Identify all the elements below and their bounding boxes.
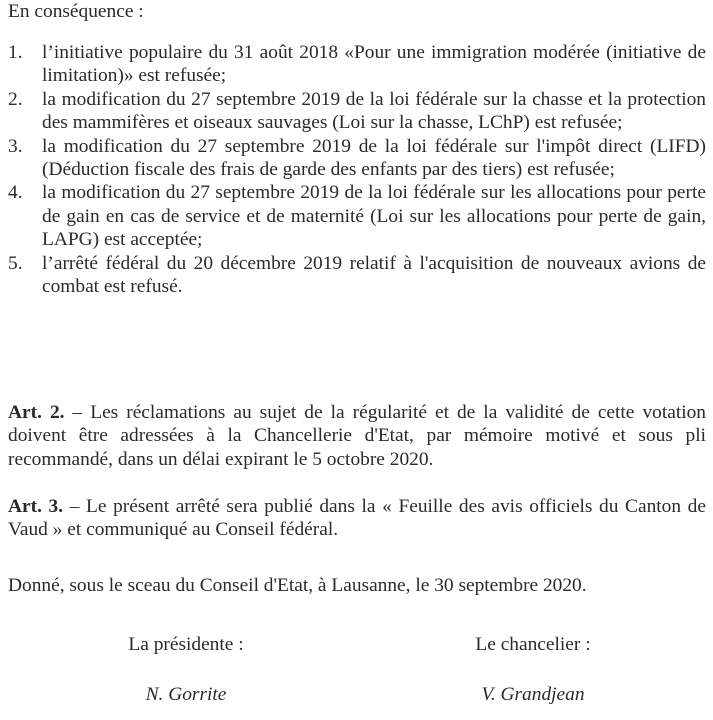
- article-3-text: – Le présent arrêté sera publié dans la « Feuille des avis officiels du Canton de Vaud » et communiqué au Conseil fédéral.: [8, 496, 706, 541]
- article-2-text: – Les réclamations au sujet de la régularité et de la validité de cette votation doivent être adressées à la Chancellerie d'Etat, par mémoire motivé et sous pli recommandé, dans un délai expirant le 5 octobre 2020.: [8, 402, 706, 470]
- list-item-text: la modification du 27 septembre 2019 de la loi fédérale sur la chasse et la protection des mammifères et oiseaux sauvages (Loi sur la chasse, LChP) est refusée;: [42, 88, 706, 134]
- list-item-number: 2.: [8, 88, 23, 110]
- list-item-number: 5.: [8, 252, 23, 274]
- list-item: [0, 135, 706, 182]
- list-item: [0, 181, 706, 251]
- article-2: [8, 401, 706, 471]
- list-item-text: l’initiative populaire du 31 août 2018 «Pour une immigration modérée (initiative de limitation)» est refusée;: [42, 42, 706, 87]
- list-item-number: 3.: [8, 135, 23, 157]
- signature-role-chancellor: Le chancelier :: [475, 634, 591, 655]
- given-statement: Donné, sous le sceau du Conseil d'Etat, à Lausanne, le 30 septembre 2020.: [8, 575, 587, 596]
- list-item: [0, 41, 706, 88]
- signature-role-president: La présidente :: [128, 634, 244, 655]
- article-3: [8, 495, 706, 542]
- list-item-text: la modification du 27 septembre 2019 de la loi fédérale sur l'impôt direct (LIFD) (Déduction fiscale des frais de garde des enfants par des tiers) est refusée;: [42, 135, 706, 181]
- signature-name-president: N. Gorrite: [145, 684, 227, 705]
- article-3-label: Art. 3.: [8, 496, 64, 517]
- list-item-number: 4.: [8, 182, 23, 204]
- signature-name-chancellor: V. Grandjean: [481, 684, 585, 705]
- list-item-number: 1.: [8, 42, 23, 63]
- intro-text: En conséquence :: [8, 1, 144, 22]
- list-item: [0, 252, 706, 299]
- list-item: [0, 88, 706, 135]
- list-item-text: la modification du 27 septembre 2019 de la loi fédérale sur les allocations pour perte de gain en cas de service et de maternité (Loi sur les allocations pour perte de gain, LAPG) est acceptée;: [42, 182, 706, 251]
- decisions-list: [0, 41, 706, 298]
- list-item-text: l’arrêté fédéral du 20 décembre 2019 relatif à l'acquisition de nouveaux avions de combat est refusé.: [42, 252, 706, 298]
- article-2-label: Art. 2.: [8, 402, 65, 423]
